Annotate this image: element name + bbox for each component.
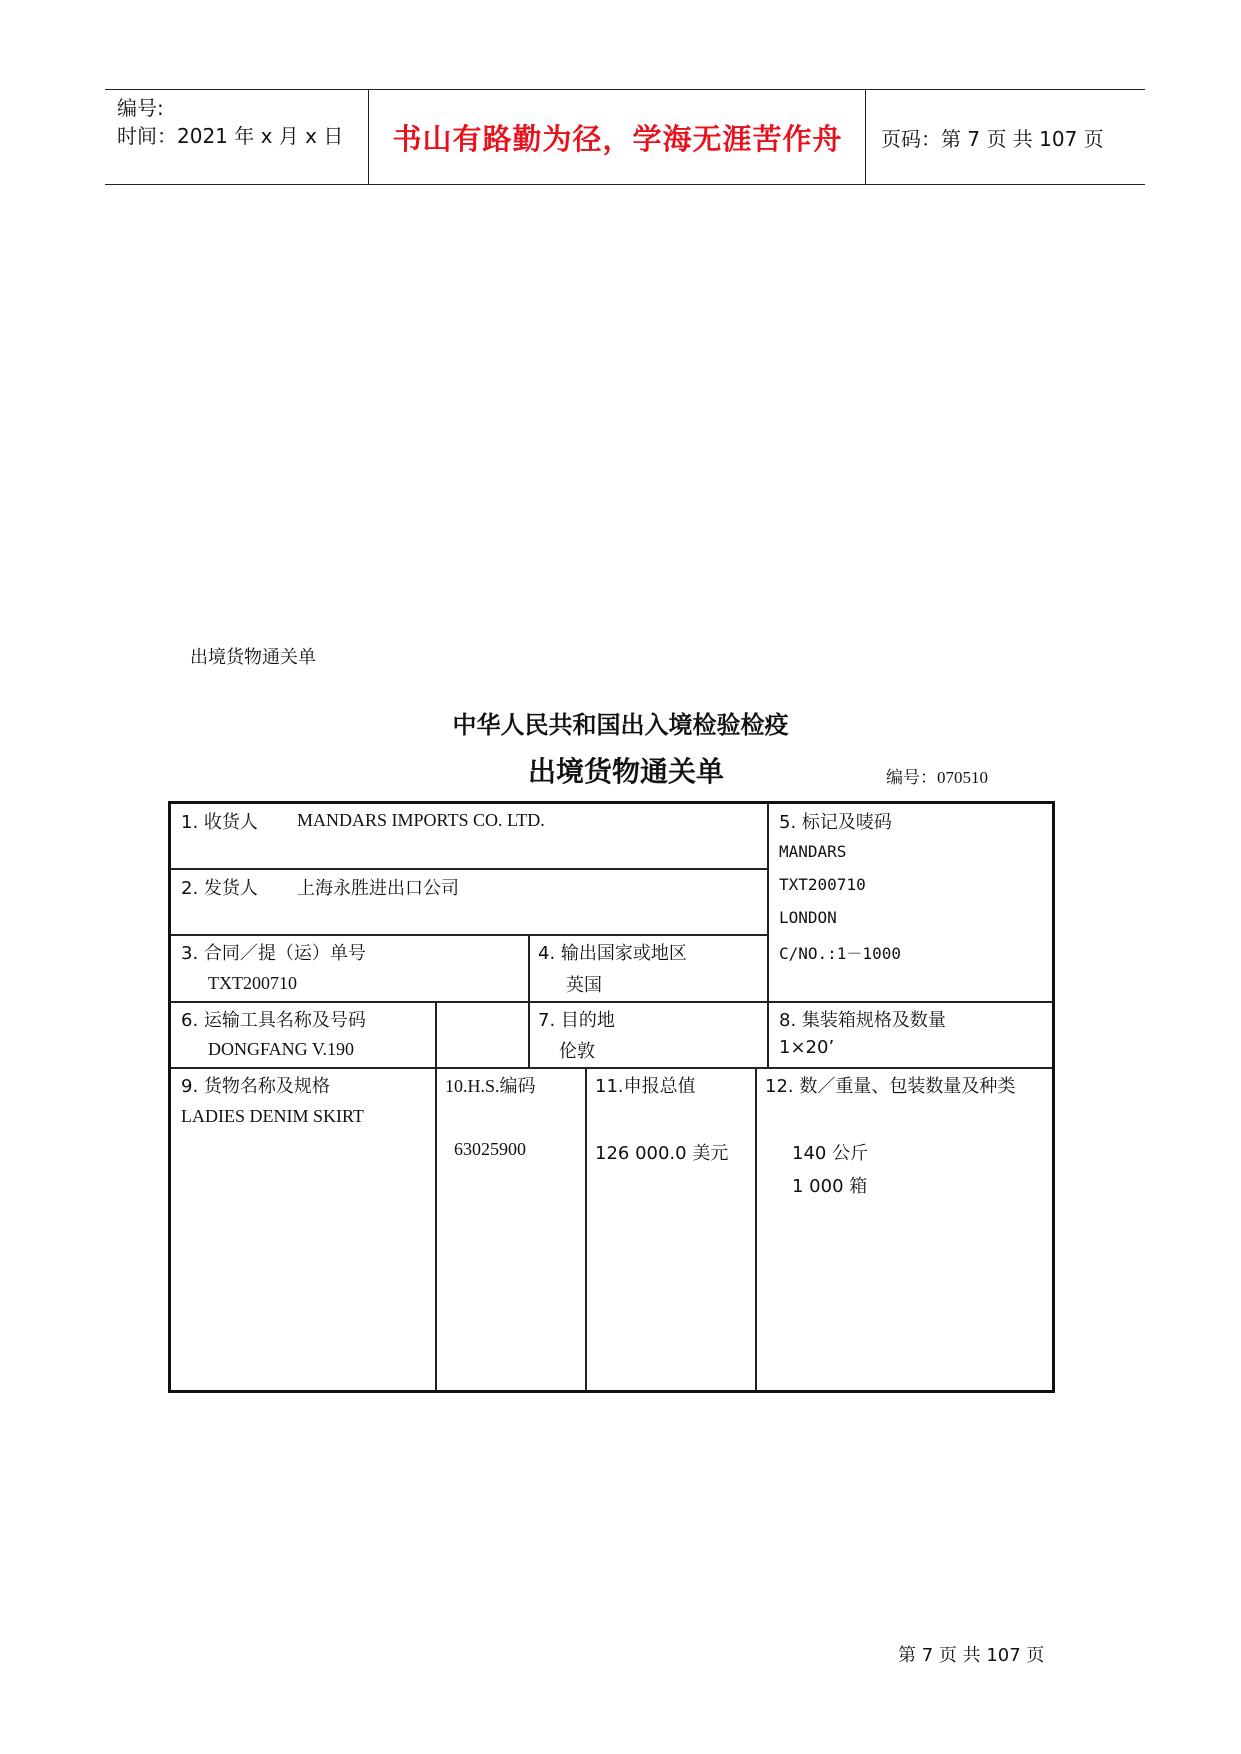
document-number-label: 编号： (886, 768, 937, 788)
declared-value-label: 11.申报总值 (595, 1076, 696, 1097)
divider-h-3 (171, 1001, 1052, 1003)
header-motto-cell (370, 90, 866, 184)
goods-value: LADIES DENIM SKIRT (181, 1106, 364, 1126)
quantity-packages: 1 000 箱 (792, 1176, 868, 1197)
contract-number-value: TXT200710 (208, 973, 297, 993)
hs-code-value: 63025900 (454, 1139, 526, 1159)
divider-h-4 (171, 1067, 1052, 1069)
transport-label: 6. 运输工具名称及号码 (181, 1010, 366, 1031)
marks-line-3: LONDON (779, 908, 837, 927)
page-header (105, 89, 1145, 185)
divider-v-11 (755, 1067, 757, 1390)
quantity-weight: 140 公斤 (792, 1143, 869, 1164)
divider-h-1 (171, 868, 768, 870)
export-country-label: 4. 输出国家或地区 (538, 943, 687, 964)
consignee-value: MANDARS IMPORTS CO. LTD. (297, 810, 545, 830)
consignor-value: 上海永胜进出口公司 (297, 878, 459, 899)
page-info: 页码：第 7 页 共 107 页 (881, 126, 1104, 151)
consignee-label: 1. 收货人 (181, 812, 258, 833)
destination-value: 伦敦 (559, 1041, 595, 1062)
document-label: 出境货物通关单 (190, 647, 316, 668)
marks-line-1: MANDARS (779, 842, 847, 861)
divider-h-2 (171, 934, 768, 936)
container-value: 1×20’ (779, 1037, 835, 1058)
hs-code-label: 10.H.S.编码 (445, 1076, 536, 1096)
motto-text: 书山有路勤为径，学海无涯苦作舟 (392, 121, 843, 156)
export-country-value: 英国 (566, 975, 602, 996)
quantity-label: 12. 数／重量、包装数量及种类 (765, 1076, 1016, 1097)
declared-value-value: 126 000.0 美元 (595, 1143, 729, 1164)
page-footer: 第 7 页 共 107 页 (898, 1645, 1045, 1666)
divider-v-10 (585, 1067, 587, 1390)
divider-v-right (767, 804, 769, 1067)
clearance-form (168, 801, 1055, 1393)
container-label: 8. 集装箱规格及数量 (779, 1010, 946, 1031)
goods-label: 9. 货物名称及规格 (181, 1076, 330, 1097)
consignor-label: 2. 发货人 (181, 878, 258, 899)
number-label: 编号: (117, 96, 164, 120)
time-label: 时间：2021 年 x 月 x 日 (117, 124, 344, 148)
header-meta (105, 90, 369, 184)
document-number-value: 070510 (937, 768, 988, 787)
form-title: 中华人民共和国出入境检验检疫 (452, 711, 789, 739)
document-number (886, 763, 988, 788)
contract-number-label: 3. 合同／提（运）单号 (181, 943, 366, 964)
header-pager-cell (867, 90, 1145, 184)
marks-line-2: TXT200710 (779, 875, 866, 894)
transport-value: DONGFANG V.190 (208, 1039, 355, 1059)
marks-label: 5. 标记及唛码 (779, 812, 892, 833)
divider-v-6 (435, 1001, 437, 1068)
destination-label: 7. 目的地 (538, 1010, 615, 1031)
divider-v-9 (435, 1067, 437, 1390)
form-subtitle: 出境货物通关单 (528, 755, 725, 788)
marks-line-4: C/NO.:1－1000 (779, 944, 901, 963)
